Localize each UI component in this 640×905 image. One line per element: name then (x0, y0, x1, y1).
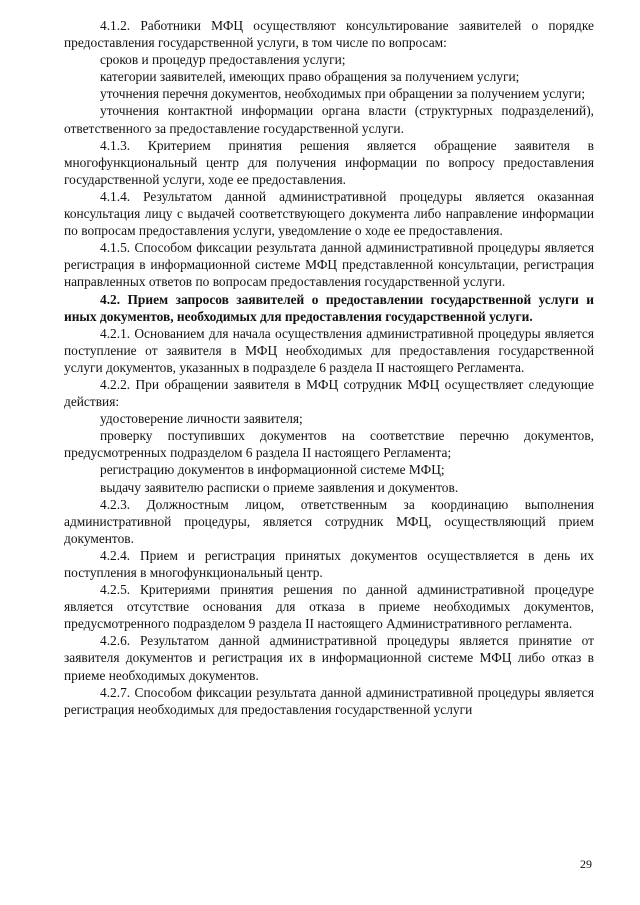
paragraph-4-2-4: 4.2.4. Прием и регистрация принятых документов осуществляется в день их поступления в многофункциональный центр. (64, 547, 594, 580)
list-item-document-check: проверку поступивших документов на соответствие перечню документов, предусмотренных подразделом 6 раздела II настоящего Регламента; (64, 428, 594, 461)
list-item-documents: уточнения перечня документов, необходимых при обращении за получением услуги; (100, 86, 586, 102)
paragraph-4-2-6: 4.2.6. Результатом данной административной процедуры является принятие от заявителя документов и регистрация их в информационной системе МФЦ либо отказ в приеме необходимых документов. (64, 633, 594, 683)
list-item-applicant-categories: категории заявителей, имеющих право обращения за получением услуги; (100, 69, 520, 85)
document-page (64, 17, 594, 718)
paragraph-4-2-3: 4.2.3. Должностным лицом, ответственным за координацию выполнения административной процедуры, является сотрудник МФЦ, осуществляющий прием документов. (64, 496, 594, 546)
paragraph-4-2-5: 4.2.5. Критериями принятия решения по данной административной процедуре является отсутствие основания для отказа в приеме необходимых документов, предусмотренного подразделом 9 раздела II настоящего Административного регламента. (64, 582, 594, 632)
list-item-registration: регистрацию документов в информационной системе МФЦ; (100, 462, 445, 478)
paragraph-4-1-2: 4.1.2. Работники МФЦ осуществляют консультирование заявителей о порядке предоставления государственной услуги, в том числе по вопросам: (64, 18, 594, 51)
paragraph-4-1-4: 4.1.4. Результатом данной административной процедуры является оказанная консультация лицу с выдачей соответствующего документа либо направление информации по вопросам предоставления услуги, уведомление о ходе ее предоставления. (64, 188, 594, 239)
section-heading-4-2: 4.2. Прием запросов заявителей о предоставлении государственной услуги и иных документов, необходимых для предоставления государственной услуги. (64, 291, 594, 324)
paragraph-4-2-2: 4.2.2. При обращении заявителя в МФЦ сотрудник МФЦ осуществляет следующие действия: (64, 376, 594, 410)
list-item-identity: удостоверение личности заявителя; (100, 411, 303, 427)
list-item-contact-info: уточнения контактной информации органа власти (структурных подразделений), ответственного за предоставление государственной услуги. (64, 103, 594, 136)
paragraph-4-2-7: 4.2.7. Способом фиксации результата данной административной процедуры является регистрация необходимых для предоставления государственной услуги (64, 684, 594, 717)
paragraph-4-2-1: 4.2.1. Основанием для начала осуществления административной процедуры является поступление от заявителя в МФЦ необходимых для предоставления государственной услуги документов, указанных в подразделе 6 раздела II настоящего Регламента. (64, 325, 594, 375)
list-item-receipt: выдачу заявителю расписки о приеме заявления и документов. (100, 479, 459, 495)
page-number: 29 (580, 857, 592, 871)
list-item-procedures: сроков и процедур предоставления услуги; (100, 52, 346, 68)
paragraph-4-1-3: 4.1.3. Критерием принятия решения является обращение заявителя в многофункциональный центр для получения информации по вопросу предоставления государственной услуги, ходе ее предоставления. (64, 137, 594, 187)
paragraph-4-1-5: 4.1.5. Способом фиксации результата данной административной процедуры является регистрация в информационной системе МФЦ представленной консультации, регистрация направленных ответов по вопросам предоставления государственной услуги. (64, 240, 594, 290)
